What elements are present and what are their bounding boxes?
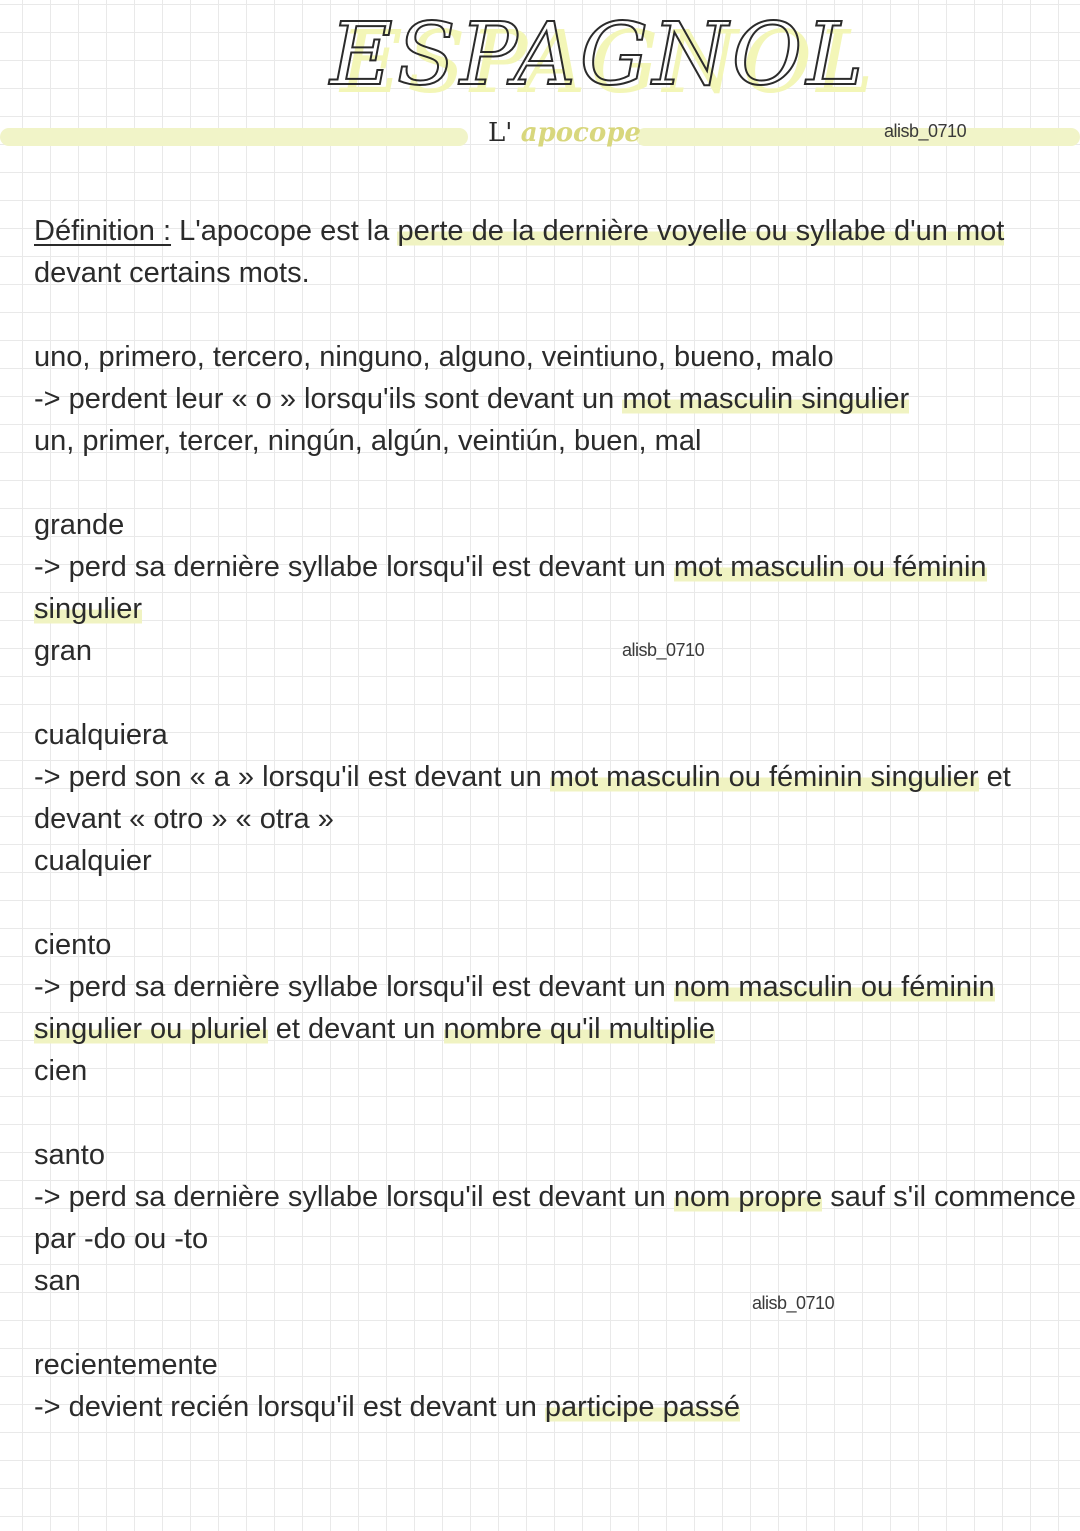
page-title: ESPAGNOL: [330, 5, 868, 105]
rule-text: -> perdent leur « o » lorsqu'ils sont devant un: [34, 383, 623, 415]
section-word: recientemente: [34, 1349, 218, 1381]
section-word: ciento: [34, 929, 112, 961]
section-rule: [34, 546, 987, 588]
section-rule: [34, 756, 1011, 798]
section-result: cien: [34, 1055, 88, 1087]
watermark-top: alisb_0710: [884, 121, 967, 141]
rule-highlight: mot masculin ou féminin singulier: [549, 761, 979, 793]
rule-text: -> perd sa dernière syllabe lorsqu'il est devant un: [34, 971, 674, 1003]
definition-text: L'apocope est la: [171, 215, 398, 247]
rule-highlight: mot masculin ou féminin: [673, 551, 987, 583]
section-rule-continued: [34, 1008, 715, 1050]
rule-text: sauf s'il commence: [822, 1181, 1076, 1213]
watermark-middle: alisb_0710: [622, 640, 705, 660]
rule-text: et: [978, 761, 1011, 793]
subtitle-word: apocope: [520, 118, 641, 148]
section-rule-continued: [34, 588, 142, 630]
section-rule: [34, 1176, 1076, 1218]
rule-text: et devant un: [267, 1013, 444, 1045]
rule-highlight: nom masculin ou féminin: [673, 971, 995, 1003]
section-word: grande: [34, 509, 125, 541]
definition-label: Définition :: [34, 215, 172, 247]
section-rule: [34, 1386, 740, 1428]
rule-highlight: participe passé: [544, 1391, 740, 1423]
rule-text: -> perd son « a » lorsqu'il est devant un: [34, 761, 550, 793]
watermark-bottom: alisb_0710: [752, 1293, 835, 1313]
header-band-right: [636, 128, 1080, 146]
section-result: gran: [34, 635, 93, 667]
header-band-left: [0, 128, 468, 146]
definition-line-2: devant certains mots.: [34, 257, 310, 289]
definition-highlight: perte de la dernière voyelle ou syllabe d'un mot: [397, 215, 1005, 247]
section-rule-continued: par -do ou -to: [34, 1223, 209, 1255]
rule-highlight: mot masculin singulier: [622, 383, 910, 415]
rule-highlight: nombre qu'il multiplie: [443, 1013, 715, 1045]
section-word: uno, primero, tercero, ninguno, alguno, veintiuno, bueno, malo: [34, 341, 834, 373]
rule-text: -> perd sa dernière syllabe lorsqu'il est devant un: [34, 551, 674, 583]
section-rule-continued: devant « otro » « otra »: [34, 803, 334, 835]
rule-highlight: nom propre: [673, 1181, 823, 1213]
subtitle-article: L': [488, 118, 513, 148]
section-result: san: [34, 1265, 81, 1297]
definition-line-1: [34, 210, 1004, 252]
section-rule: [34, 966, 995, 1008]
section-word: cualquiera: [34, 719, 168, 751]
rule-text: -> perd sa dernière syllabe lorsqu'il est devant un: [34, 1181, 674, 1213]
section-result: cualquier: [34, 845, 152, 877]
section-word: santo: [34, 1139, 105, 1171]
section-rule: [34, 378, 909, 420]
section-result: un, primer, tercer, ningún, algún, veintiún, buen, mal: [34, 425, 702, 457]
rule-text: -> devient recién lorsqu'il est devant un: [34, 1391, 545, 1423]
rule-highlight: singulier: [34, 593, 142, 625]
rule-highlight: singulier ou pluriel: [34, 1013, 268, 1045]
subtitle: [488, 118, 641, 148]
